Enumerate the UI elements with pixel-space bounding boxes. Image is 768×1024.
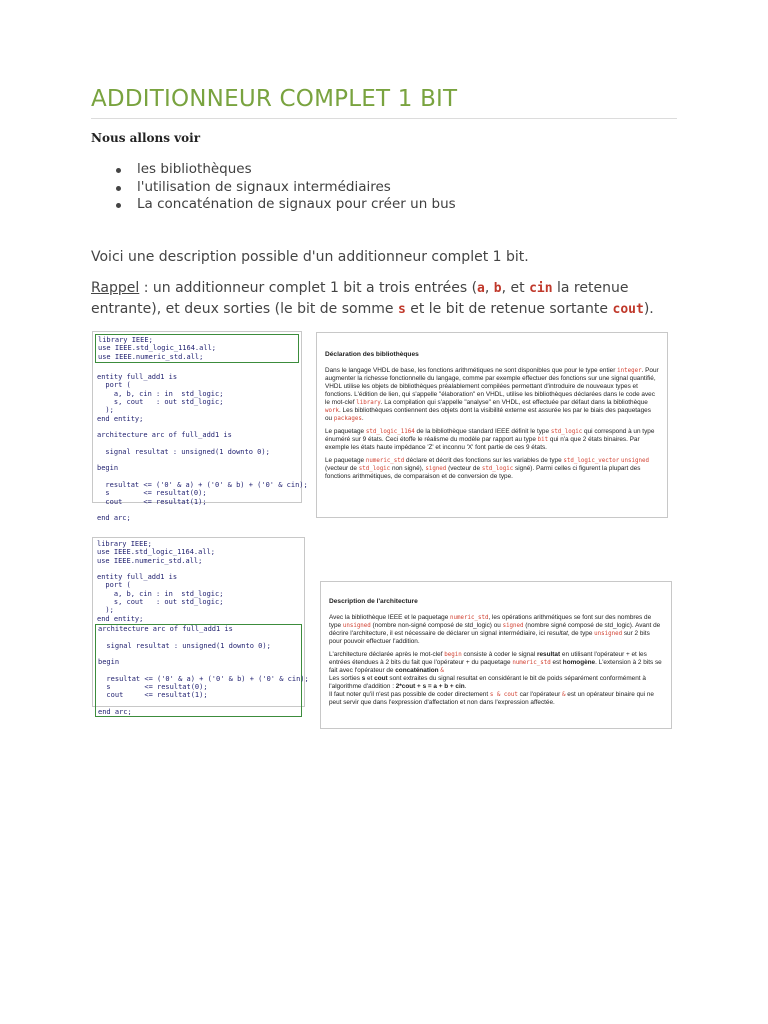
output-cout: cout xyxy=(612,302,644,317)
code-term: std_logic xyxy=(358,466,391,472)
code-line xyxy=(97,473,297,481)
code-line: resultat <= ('0' & a) + ('0' & b) + ('0' & cin); xyxy=(98,674,309,683)
code-line: a, b, cin : in std_logic; xyxy=(97,589,224,598)
code-line: s <= resultat(0); xyxy=(97,489,207,498)
text: . xyxy=(464,683,467,690)
text: Les sorties xyxy=(329,675,362,682)
code-line xyxy=(97,423,297,431)
code-line: s, cout : out std_logic; xyxy=(97,398,224,407)
rappel-label: Rappel xyxy=(91,280,140,296)
code-term: & xyxy=(440,668,444,674)
emphasis: resultat xyxy=(537,651,561,658)
code-term: library xyxy=(356,400,381,406)
text: , les opérations arithmétiques se font sur des nombres de type xyxy=(329,614,652,629)
rappel-text: , et xyxy=(501,280,530,296)
code-line xyxy=(97,365,297,373)
description-paragraph xyxy=(329,651,663,675)
code-term: numeric_std xyxy=(512,660,551,666)
text: (nombre non-signé composé de std_logic) ou xyxy=(370,622,503,629)
code-term: std_logic_1164 xyxy=(365,429,415,435)
code-line: resultat <= ('0' & a) + ('0' & b) + ('0' & cin); xyxy=(97,481,308,490)
code-term: s & cout xyxy=(489,692,518,698)
text: Dans le langage VHDL de base, les fonctions arithmétiques ne sont disponibles que pour le type entier xyxy=(325,367,618,374)
code-line: end arc; xyxy=(97,514,131,523)
text: en utilisant l'opérateur + et les entrées étendues à 2 bits du fait que l'opérateur + du paquetage xyxy=(329,651,647,666)
code-line: port ( xyxy=(97,381,131,390)
text: signé). Parmi celles ci figurent la plupart des fonctions arithmétiques, de comparaison et de conversion de type. xyxy=(325,465,641,480)
code-line: begin xyxy=(97,464,119,473)
code-line: s, cout : out std_logic; xyxy=(97,598,224,607)
text: Avec la bibliothèque IEEE et le paquetage xyxy=(329,614,451,621)
text: . Pour augmenter la richesse fonctionnelle du langage, comme par exemple effectuer des fonctions sur une signal quantifié, VHDL utilise les objets de bibliothèques préalablement compilées permettant d'introduire de nouveaux types et fonctions. L'édition de lien, qui s'appelle "élaboration" en VHDL, utilise les bibliothèques déclarées dans le code avec le mot-clef xyxy=(325,367,659,406)
rappel-text: ). xyxy=(643,301,654,317)
text: de la bibliothèque standard IEEE définit le type xyxy=(414,428,551,435)
library-highlight-frame xyxy=(95,334,299,363)
text: Le paquetage xyxy=(325,428,366,435)
description-image-libraries xyxy=(316,332,668,518)
page-title: ADDITIONNEUR COMPLET 1 BIT xyxy=(91,86,677,119)
code-term: & xyxy=(562,692,566,698)
code-line: library IEEE; xyxy=(98,336,153,344)
text: L'architecture déclarée après le mot-clef xyxy=(329,651,445,658)
code-line: ); xyxy=(97,606,114,615)
code-term: work xyxy=(325,408,339,414)
code-term: std_logic xyxy=(550,429,583,435)
code-line: use IEEE.numeric_std.all; xyxy=(97,556,203,565)
code-line: use IEEE.std_logic_1164.all; xyxy=(98,344,217,353)
emphasis: s xyxy=(361,675,366,682)
code-line xyxy=(97,506,297,514)
description-image-architecture xyxy=(320,581,672,729)
input-b: b xyxy=(493,281,502,296)
code-term: packages xyxy=(333,416,362,422)
text: (vecteur de xyxy=(325,465,359,472)
code-image-libraries xyxy=(92,331,308,523)
code-term: numeric_std xyxy=(365,458,405,464)
architecture-highlight-frame xyxy=(95,624,309,717)
text: déclare et décrit des fonctions sur les variables de type xyxy=(404,457,564,464)
emphasis: resultat xyxy=(546,630,568,637)
code-line: begin xyxy=(98,658,120,667)
intro-paragraph: Voici une description possible d'un additionneur complet 1 bit. xyxy=(91,249,529,265)
text: est xyxy=(550,659,563,666)
code-line: ); xyxy=(97,406,114,415)
description-title: Déclaration des bibliothèques xyxy=(325,351,419,358)
code-line: s <= resultat(0); xyxy=(98,683,208,692)
formula: 2*cout + s = a + b + cin xyxy=(395,683,465,690)
description-paragraph xyxy=(325,457,659,481)
text: non signé), xyxy=(390,465,426,472)
code-term: signed xyxy=(425,466,447,472)
text: et xyxy=(365,675,375,682)
section-subtitle: Nous allons voir xyxy=(91,131,201,145)
text: , de type xyxy=(567,630,595,637)
text: sont extraites du signal resultat en considérant le bit de poids séparément conformément à l'algorithme d'addition : xyxy=(329,675,646,690)
code-line: use IEEE.std_logic_1164.all; xyxy=(97,548,216,557)
code-line: end entity; xyxy=(97,414,144,423)
code-term: bit xyxy=(537,437,549,443)
description-title: Description de l'architecture xyxy=(329,598,418,605)
code-line: end arc; xyxy=(98,707,132,716)
text: . L'extension à 2 bits se fait avec l'opérateur de xyxy=(329,659,662,674)
code-line xyxy=(98,666,299,674)
list-item: les bibliothèques xyxy=(112,161,456,179)
code-term: numeric_std xyxy=(450,615,489,621)
code-line: architecture arc of full_add1 is xyxy=(98,624,233,633)
code-term: std_logic xyxy=(481,466,514,472)
code-term: begin xyxy=(444,652,462,658)
code-line xyxy=(97,456,297,464)
description-paragraph xyxy=(325,367,659,423)
text: est un opérateur binaire qui ne peut servir que dans l'expression d'affectation et non dans l'expression affectée. xyxy=(329,691,654,706)
code-term: std_logic_vector xyxy=(563,458,620,464)
code-line xyxy=(97,565,300,573)
code-line: entity full_add1 is xyxy=(97,573,178,582)
code-line xyxy=(98,650,299,658)
rappel-paragraph xyxy=(91,278,691,320)
rappel-text: la retenue entrante), et deux sorties (le bit de somme xyxy=(91,280,629,317)
input-a: a xyxy=(477,281,485,296)
code-image-architecture xyxy=(92,537,309,716)
code-line: port ( xyxy=(97,581,131,590)
text: Le paquetage xyxy=(325,457,366,464)
input-cin: cin xyxy=(529,281,553,296)
text: Il faut noter qu'il n'est pas possible de coder directement xyxy=(329,691,490,698)
rappel-text: : un additionneur complet 1 bit a trois entrées ( xyxy=(139,280,478,296)
output-s: s xyxy=(397,302,406,317)
emphasis: cout xyxy=(374,675,388,682)
text: . xyxy=(361,415,364,422)
emphasis: concaténation xyxy=(395,667,439,674)
bullet-list xyxy=(112,161,456,214)
code-line: use IEEE.numeric_std.all; xyxy=(98,352,204,361)
code-term: unsigned xyxy=(342,623,371,629)
code-line: cout <= resultat(1); xyxy=(98,691,208,700)
description-paragraph xyxy=(329,691,663,707)
description-paragraph xyxy=(329,675,663,691)
text: qui n'a que 2 états binaires. Par exemple les états haute impédance 'Z' et inconnu 'X' font partie de ces 9 états. xyxy=(325,436,640,451)
code-line: cout <= resultat(1); xyxy=(97,497,207,506)
code-line xyxy=(98,700,299,708)
text: consiste à coder le signal xyxy=(461,651,538,658)
code-term: unsigned xyxy=(621,458,649,464)
list-item: l'utilisation de signaux intermédiaires xyxy=(112,179,456,197)
text: . La compilation qui s'appelle "analyse" en VHDL, est effectuée par défaut dans la bibliothèque xyxy=(380,399,648,406)
code-term: unsigned xyxy=(594,631,623,637)
rappel-text: , xyxy=(484,280,494,296)
code-line: signal resultat : unsigned(1 downto 0); xyxy=(98,641,271,650)
text: (nombre signé composé de std_logic). Avant de décrire l'architecture, il est nécessaire de déclarer un signal intermédiaire, ici xyxy=(329,622,661,637)
code-line xyxy=(98,633,299,641)
rappel-text: et le bit de retenue sortante xyxy=(405,301,613,317)
text: sur 2 bits pour pouvoir effectuer l'addition. xyxy=(329,630,650,645)
code-line: entity full_add1 is xyxy=(97,373,178,382)
description-paragraph xyxy=(329,614,663,646)
code-line: a, b, cin : in std_logic; xyxy=(97,389,224,398)
code-line: architecture arc of full_add1 is xyxy=(97,431,232,440)
description-paragraph xyxy=(325,428,659,452)
code-line: library IEEE; xyxy=(97,540,152,548)
code-term: signed xyxy=(502,623,524,629)
code-term: integer xyxy=(617,368,642,374)
text: car l'opérateur xyxy=(517,691,563,698)
code-line: signal resultat : unsigned(1 downto 0); xyxy=(97,447,270,456)
text: . Les bibliothèques contiennent des objets dont la visibilité externe est assurée les par le biais des paquetages ou xyxy=(325,407,651,422)
list-item: La concaténation de signaux pour créer un bus xyxy=(112,196,456,214)
code-line xyxy=(97,440,297,448)
text: (vecteur de xyxy=(446,465,482,472)
emphasis: homogène xyxy=(562,659,596,666)
text: qui correspond à un type énuméré sur 9 états. Ceci étoffe le réalisme du modèle par rapport au type xyxy=(325,428,655,443)
code-line: end entity; xyxy=(97,614,144,623)
